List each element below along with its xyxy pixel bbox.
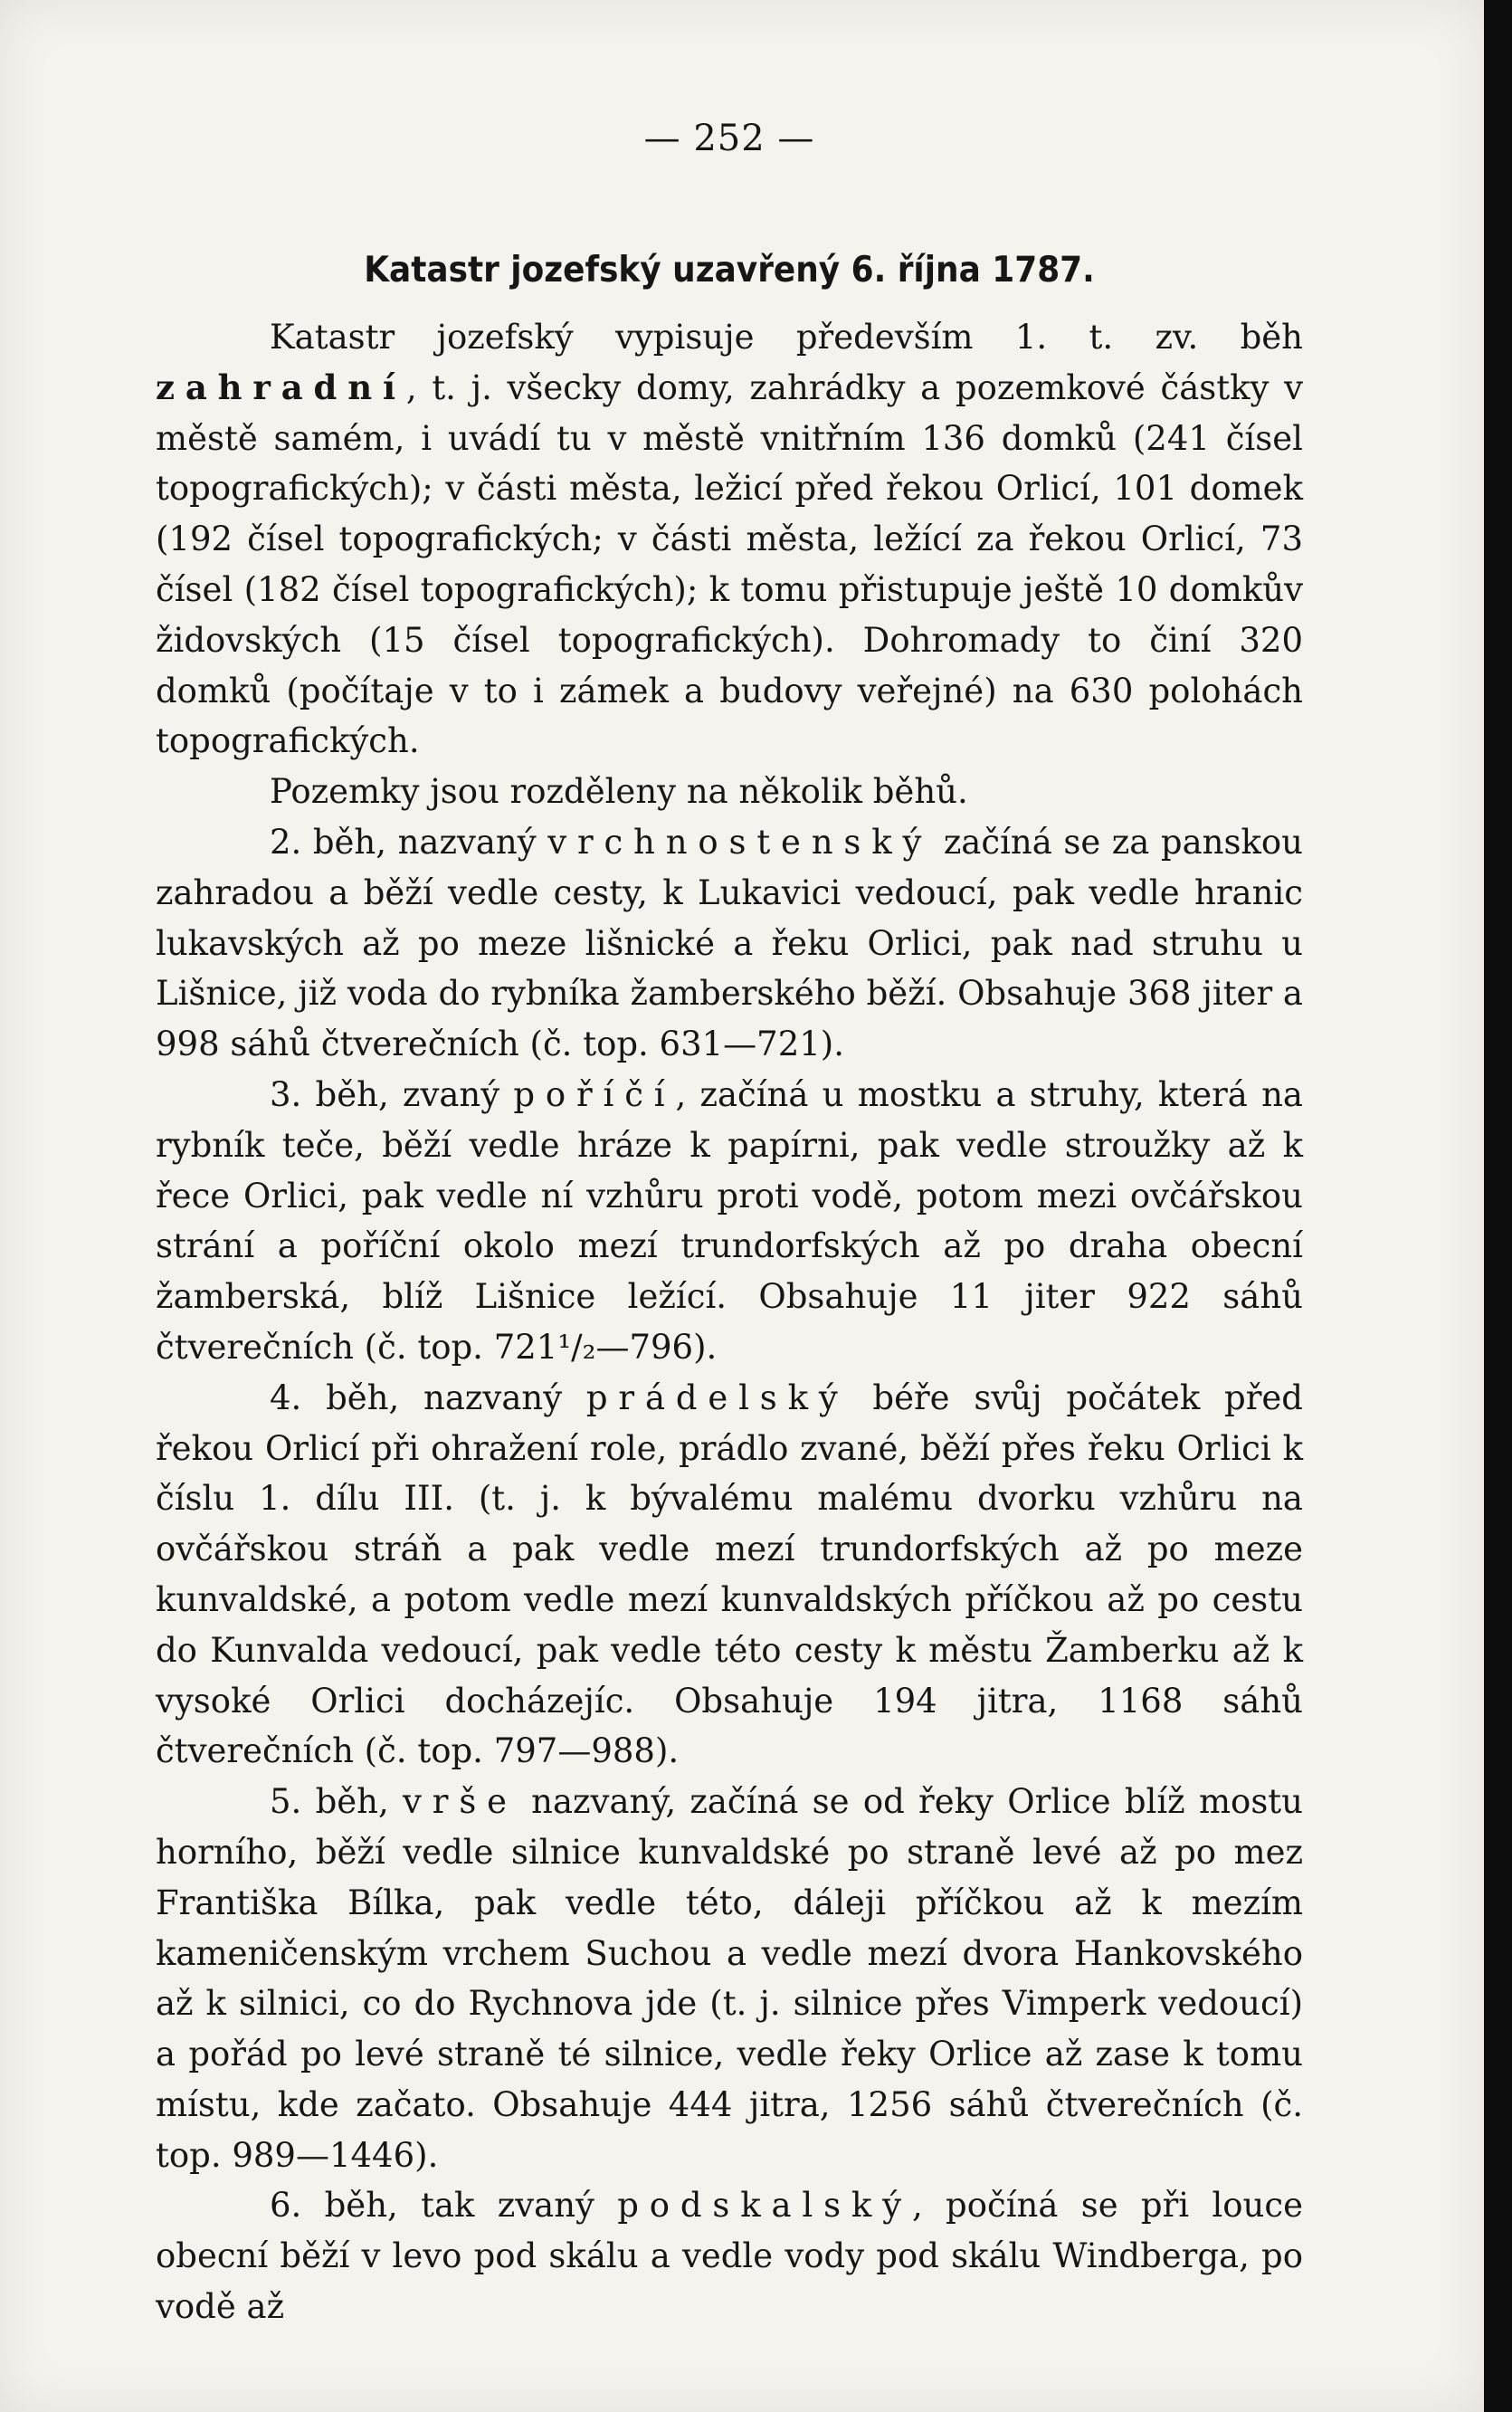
spaced-term: vrše bbox=[403, 1782, 518, 1822]
paragraph-text: Pozemky jsou rozděleny na několik běhů. bbox=[270, 772, 968, 812]
spaced-term: poříčí bbox=[513, 1074, 676, 1114]
paragraph-run-3 bbox=[156, 1070, 1303, 1373]
paragraph-text: 4. běh, nazvaný bbox=[270, 1378, 586, 1417]
paragraph-text: začíná se za panskou zahradou a běží vedle cesty, k Lukavici vedoucí, pak vedle hranic lukavských až po meze lišnické a řeku Orlici, pak nad struhu u Lišnice, již voda do rybníka žamberského běží. Obsahuje 368 jiter a 998 sáhů čtverečních (č. top. 631—721). bbox=[156, 822, 1303, 1064]
paragraph-text: béře svůj počátek před řekou Orlicí při ohražení role, prádlo zvané, běží přes řeku Orlici k číslu 1. dílu III. (t. j. k bývalému malému dvorku vzhůru na ovčářskou stráň a pak vedle mezí trundorfských až po meze kunvaldské, a potom vedle mezí kunvaldských příčkou až po cestu do Kunvalda vedoucí, pak vedle této cesty k městu Žamberku až k vysoké Orlici docházejíc. Obsahuje 194 jitra, 1168 sáhů čtverečních (č. top. 797—988). bbox=[156, 1378, 1303, 1771]
paragraph-text: Katastr jozefský vypisuje především 1. t. zv. běh bbox=[270, 318, 1303, 357]
paragraph-text: nazvaný, začíná se od řeky Orlice blíž mostu horního, běží vedle silnice kunvaldské po straně levé až po mez Františka Bílka, pak vedle této, dáleji příčkou až k mezím kameničenským vrchem Suchou a vedle mezí dvora Hankovského až k silnici, co do Rychnova jde (t. j. silnice přes Vimperk vedoucí) a pořád po levé straně té silnice, vedle řeky Orlice až zase k tomu místu, kde začato. Obsahuje 444 jitra, 1256 sáhů čtverečních (č. top. 989—1446). bbox=[156, 1782, 1304, 2175]
spaced-term: prádelský bbox=[585, 1378, 849, 1417]
section-heading: Katastr jozefský uzavřený 6. října 1787. bbox=[364, 250, 1095, 291]
scan-edge bbox=[1484, 0, 1512, 2412]
paragraph-run-5 bbox=[156, 1777, 1303, 2180]
spaced-term: podskalský bbox=[617, 2186, 912, 2226]
paragraph-text: , začíná u mostku a struhy, která na rybník teče, běží vedle hráze k papírni, pak vedle stroužky až k řece Orlici, pak vedle ní vzhůru proti vodě, potom mezi ovčářskou strání a poříční okolo mezí trundorfských až po draha obecní žamberská, blíž Lišnice ležící. Obsahuje 11 jiter 922 sáhů čtverečních (č. top. 721¹/₂—796). bbox=[156, 1074, 1303, 1367]
paragraph-run-4 bbox=[156, 1373, 1303, 1777]
text-block bbox=[156, 118, 1303, 2332]
spaced-term: vrchnostenský bbox=[547, 822, 933, 862]
paragraph-division bbox=[156, 767, 1303, 817]
paragraph-text: 6. běh, tak zvaný bbox=[270, 2186, 618, 2226]
spaced-term: zahradní bbox=[156, 367, 406, 407]
paragraph-cadastre-intro bbox=[156, 312, 1303, 767]
paragraph-text: 5. běh, bbox=[270, 1782, 404, 1822]
paragraph-run-2 bbox=[156, 817, 1303, 1070]
paragraph-text: 2. běh, nazvaný bbox=[270, 822, 548, 862]
page-number: — 252 — bbox=[643, 118, 815, 159]
paragraph-text: 3. běh, zvaný bbox=[270, 1074, 514, 1114]
paragraph-text: , t. j. všecky domy, zahrádky a pozemkové částky v městě samém, i uvádí tu v městě vnitřním 136 domků (241 čísel topografických); v části města, ležicí před řekou Orlicí, 101 domek (192 čísel topografických; v části města, ležící za řekou Orlicí, 73 čísel (182 čísel topografických); k tomu přistupuje ještě 10 domkův židovských (15 čísel topografických). Dohromady to činí 320 domků (počítaje v to i zámek a budovy veřejné) na 630 polohách topografických. bbox=[156, 367, 1303, 761]
paragraph-text: , počíná se při louce obecní běží v levo pod skálu a vedle vody pod skálu Windberga, po vodě až bbox=[156, 2186, 1303, 2327]
paragraph-run-6 bbox=[156, 2180, 1303, 2331]
